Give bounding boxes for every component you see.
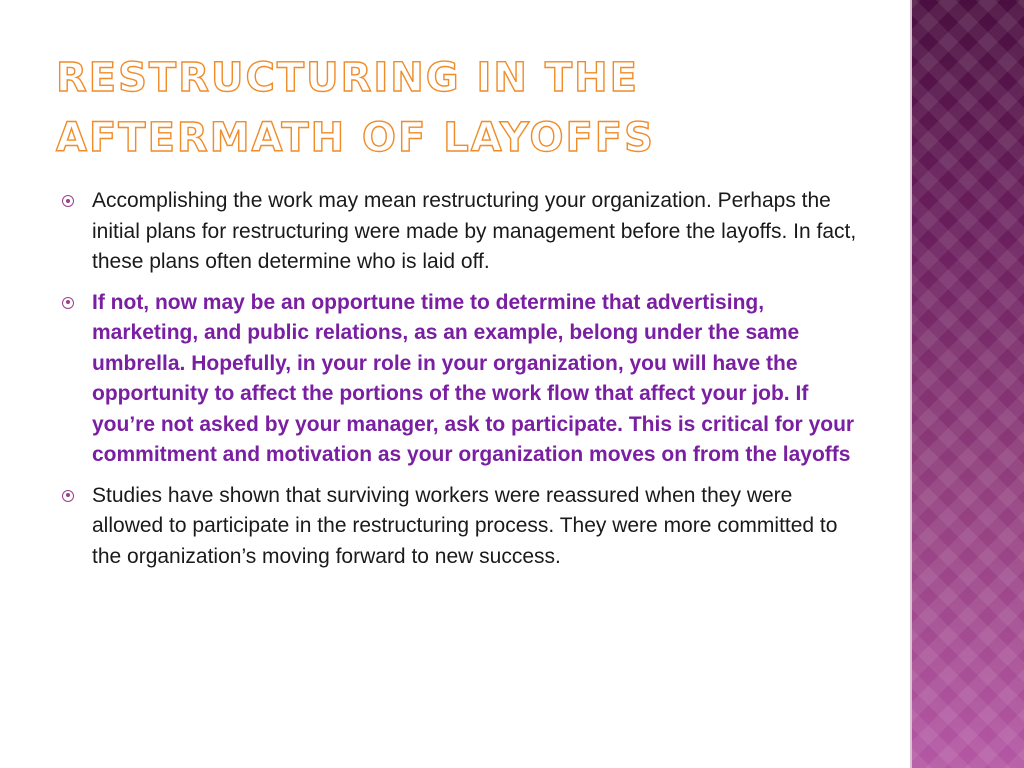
circled-dot-bullet-icon <box>62 297 74 309</box>
bullet-text: If not, now may be an opportune time to determine that advertising, marketing, and public relations, as an example, belong under the same umbrella. Hopefully, in your role in your organization, you will have the opportunity to affect the portions of the work flow that affect your job. If you’re not asked by your manager, ask to participate. This is critical for your commitment and motivation as your organization moves on from the layoffs <box>92 290 855 466</box>
bullet-item <box>58 186 858 278</box>
slide-title: RESTRUCTURING IN THE AFTERMATH OF LAYOFFS <box>56 55 655 161</box>
decorative-side-band <box>912 0 1024 768</box>
bullet-text: Accomplishing the work may mean restructuring your organization. Perhaps the initial plans for restructuring were made by management before the layoffs. In fact, these plans often determine who is laid off. <box>92 189 857 273</box>
circled-dot-bullet-icon <box>62 490 74 502</box>
circled-dot-bullet-icon <box>62 195 74 207</box>
bullet-item <box>58 481 858 573</box>
bullet-item-highlighted <box>58 288 858 471</box>
bullet-list <box>58 186 858 582</box>
bullet-text: Studies have shown that surviving workers were reassured when they were allowed to participate in the restructuring process. They were more committed to the organization’s moving forward to new success. <box>92 483 838 568</box>
